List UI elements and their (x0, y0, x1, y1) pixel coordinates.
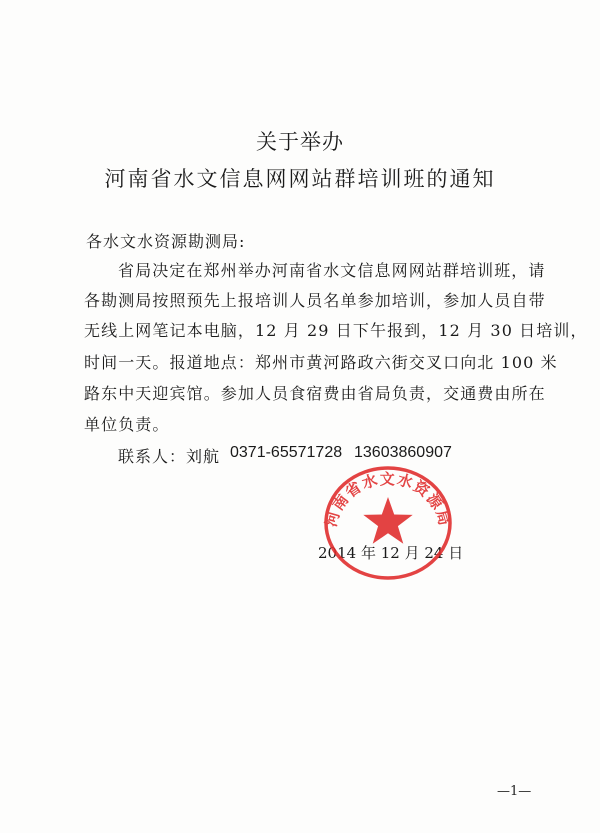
salutation: 各水文水资源勘测局: (86, 232, 246, 251)
body-line-6: 单位负责。 (84, 415, 170, 434)
document-title-line2: 河南省水文信息网网站群培训班的通知 (104, 167, 496, 191)
seal-text: 河南省水文水资源局 (322, 469, 454, 529)
star-icon (363, 497, 412, 544)
contact-mobile: 13603860907 (354, 444, 452, 461)
issue-date: 2014 年 12 月 24 日 (318, 544, 464, 562)
official-seal (322, 463, 454, 581)
contact-line (118, 444, 452, 467)
document-title-line1: 关于举办 (256, 130, 344, 154)
body-line-4: 时间一天。报道地点：郑州市黄河路政六街交叉口向北 100 米 (84, 353, 558, 372)
contact-label: 联系人：刘航 (118, 447, 221, 466)
body-line-3: 无线上网笔记本电脑，12 月 29 日下午报到，12 月 30 日培训， (84, 321, 588, 340)
body-line-5: 路东中天迎宾馆。参加人员食宿费由省局负责，交通费由所在 (84, 384, 546, 403)
contact-phone: 0371-65571728 (230, 444, 343, 461)
body-line-2: 各勘测局按照预先上报培训人员名单参加培训，参加人员自带 (84, 291, 546, 310)
body-line-1: 省局决定在郑州举办河南省水文信息网网站群培训班，请 (118, 261, 546, 280)
page-number: —1— (497, 784, 532, 799)
